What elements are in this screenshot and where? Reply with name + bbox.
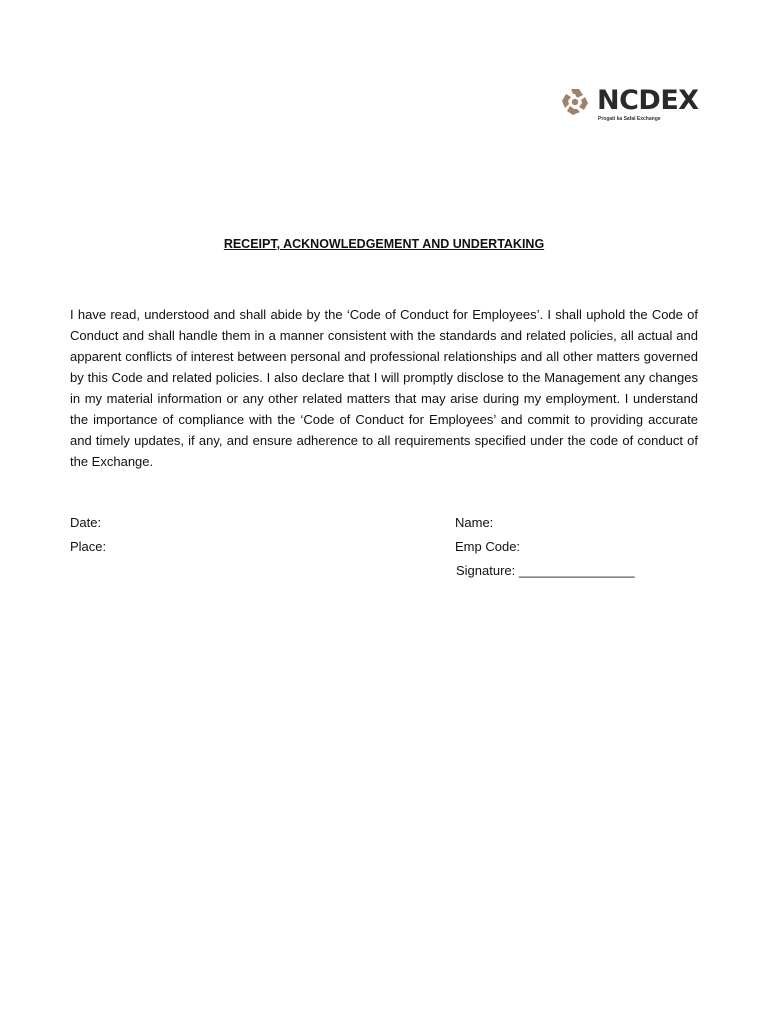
emp-code-field-label: Emp Code:	[455, 539, 521, 554]
name-field-label: Name:	[455, 515, 494, 530]
signature-line: Signature: ________________	[456, 563, 635, 578]
undertaking-paragraph: I have read, understood and shall abide by the ‘Code of Conduct for Employees’. I shall uphold the Code of Conduct and shall handle them in a manner consistent with the standards and related policies, all actual and apparent conflicts of interest between personal and professional relationships and all other matters governed by this Code and related policies. I also declare that I will promptly disclose to the Management any changes in my material information or any other related matters that may arise during my employment. I understand the importance of compliance with the ‘Code of Conduct for Employees’ and commit to providing accurate and timely updates, if any, and ensure adherence to all requirements specified under the code of conduct of the Exchange.	[70, 307, 698, 469]
document-title: RECEIPT, ACKNOWLEDGEMENT AND UNDERTAKING	[223, 237, 545, 251]
logo-wordmark: NCDEX	[597, 85, 699, 116]
ncdex-logo-mark-icon	[561, 88, 589, 116]
ncdex-logo	[561, 85, 699, 126]
logo-tagline: Progati ka Safal Exchange	[598, 116, 661, 122]
date-field-label: Date:	[70, 515, 102, 530]
place-field-label: Place:	[70, 539, 107, 554]
